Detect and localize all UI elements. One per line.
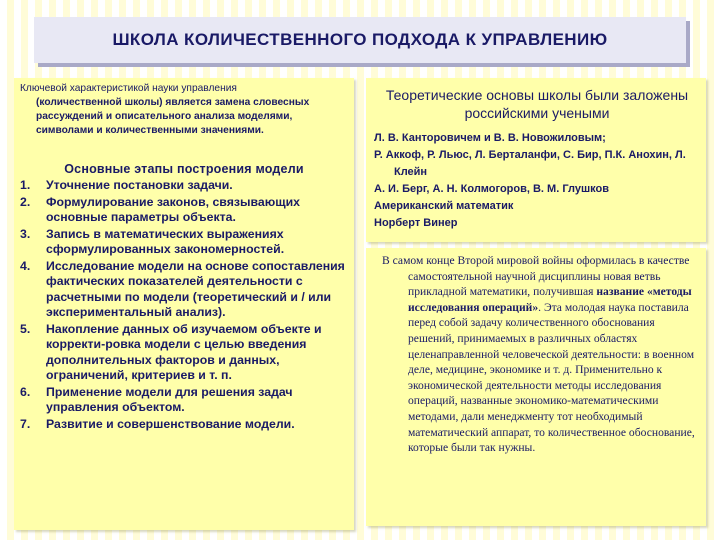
founders-heading: Теоретические основы школы были заложены российскими учеными [385,87,689,121]
founders-list [374,130,700,232]
stage-item [20,417,348,433]
stage-item [20,195,348,226]
right-bottom-panel [366,248,706,526]
stages-list [20,178,348,432]
founders-line: Р. Аккоф, Р. Льюс, Л. Берталанфи, С. Бир, П.К. Анохин, Л. Клейн [374,149,686,178]
title-banner [34,17,686,63]
stage-number: 3. [20,226,31,241]
stage-number: 7. [20,416,31,431]
stage-text: Накопление данных об изучаемом объекте и корректи-ровка модели с целью введения дополнительных факторов и данных, ограничений, критериев и т. п. [46,321,322,382]
slide-title: ШКОЛА КОЛИЧЕСТВЕННОГО ПОДХОДА К УПРАВЛЕНИЮ [112,30,608,49]
stages-heading: Основные этапы построения модели [64,162,304,176]
founders-line: Американский математик [374,200,514,212]
intro-rest: (количественной школы) является замена словесных рассуждений и описательного анализа моделями, символами и количественными значениями. [36,97,310,136]
stage-item [20,178,348,194]
stage-number: 5. [20,321,31,336]
stage-text: Применение модели для решения задач управления объектом. [46,384,293,414]
founders-line: Норберт Винер [374,217,458,229]
stage-item [20,227,348,258]
founders-line: А. И. Берг, А. Н. Колмогоров, В. М. Глушков [374,183,609,195]
paragraph-text-after: . Эта молодая наука поставила перед собой задачу количественного обоснования решений, принимаемых в различных областях целенаправленной человеческой деятельности: в военном деле, медицине, экономике и т. д. Применительно к экономической деятельности методы исследования операций, названные экономико-математическими методами, дали менеджменту тот необходимый математический аппарат, то количественное обоснование, которые были так нужны. [408,300,695,455]
intro-first-line: Ключевой характеристикой науки управления [20,83,237,94]
stage-text: Развитие и совершенствование модели. [46,416,295,431]
intro-paragraph [20,82,348,138]
stage-number: 4. [20,258,31,273]
paragraph-text-before: В самом конце Второй мировой войны оформилась в качестве самостоятельной научной дисциплины новая ветвь прикладной математики, получившая [382,254,690,299]
stage-number: 2. [20,194,31,209]
stage-text: Исследование модели на основе сопоставления фактических показателей деятельности с расчетными по модели (теоретический и / или экспериментальный анализ). [46,258,345,319]
stage-number: 6. [20,384,31,399]
stage-item [20,322,348,384]
stage-item [20,385,348,416]
stage-text: Запись в математических выражениях сформулированных закономерностей. [46,226,285,256]
stage-text: Формулирование законов, связывающих основные параметры объекта. [46,194,301,224]
founders-line: Л. В. Канторовичем и В. В. Новожиловым; [374,132,606,144]
stage-number: 1. [20,178,31,192]
right-top-panel [366,78,706,242]
stage-text: Уточнение постановки задачи. [46,178,233,192]
left-panel [14,78,354,530]
paragraph-bold-phrase: название «методы исследования операций» [408,285,692,314]
stage-item [20,259,348,321]
operations-research-paragraph [374,253,698,456]
